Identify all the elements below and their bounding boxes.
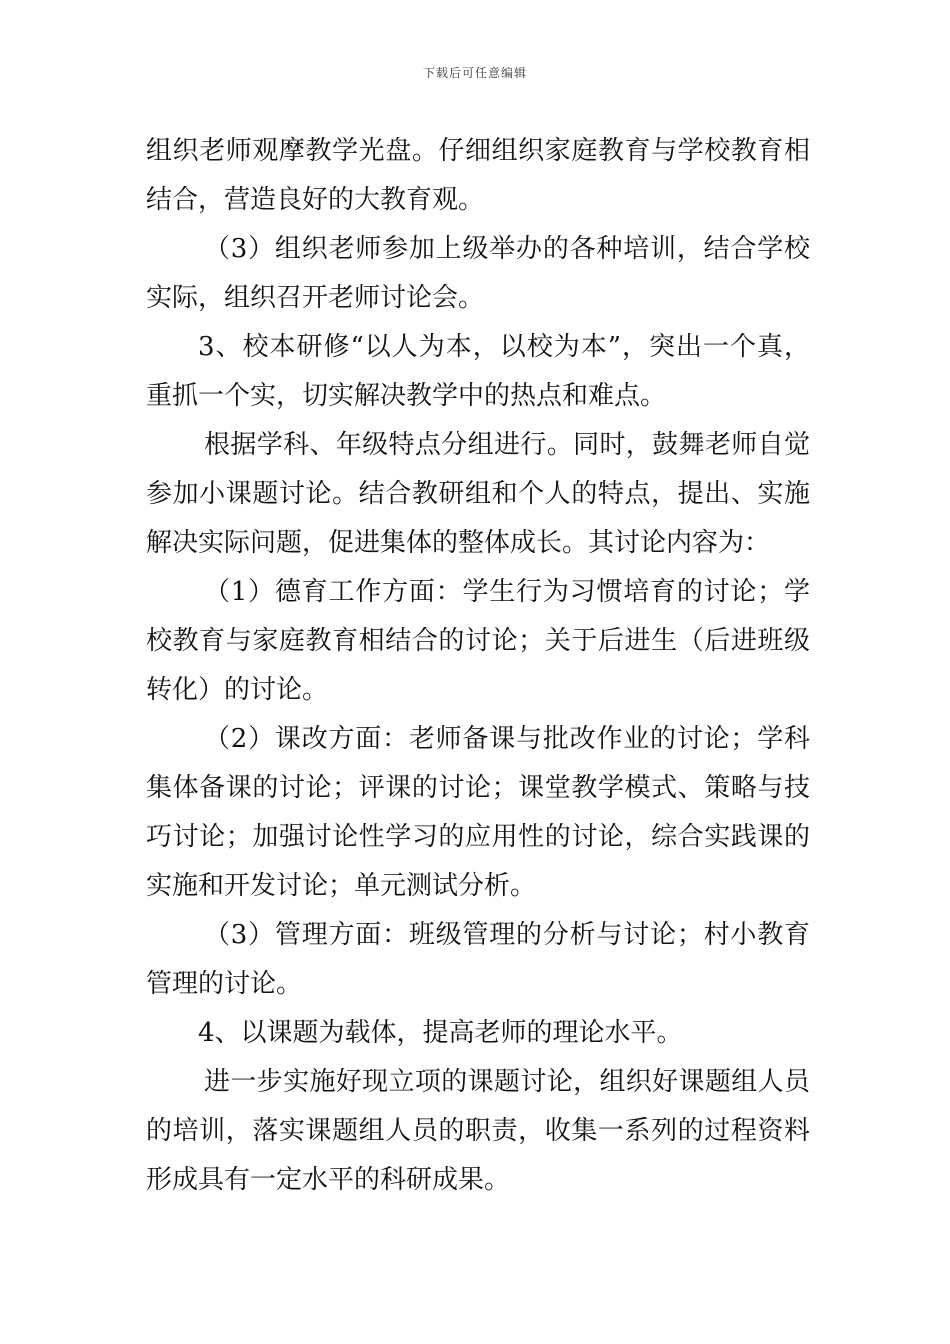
document-body: [146, 127, 810, 1205]
page-header: 下载后可任意编辑: [422, 66, 527, 80]
paragraph-intro-continuation: 组织老师观摩教学光盘。仔细组织家庭教育与学校教育相结合，营造良好的大教育观。: [146, 136, 810, 215]
paragraph-item-1-moral-education: （1）德育工作方面：学生行为习惯培育的讨论；学校教育与家庭教育相结合的讨论；关于后进生（后进班级转化）的讨论。: [146, 577, 810, 705]
paragraph-research-projects: 进一步实施好现立项的课题讨论，组织好课题组人员的培训，落实课题组人员的职责，收集一系列的过程资料形成具有一定水平的科研成果。: [146, 1067, 810, 1195]
paragraph-item-3-management: （3）管理方面：班级管理的分析与讨论；村小教育管理的讨论。: [146, 920, 810, 999]
paragraph-section-3-heading: 3、校本研修“以人为本，以校为本”，突出一个真，重抓一个实，切实解决教学中的热点和难点。: [146, 332, 810, 411]
paragraph-item-3-training: （3）组织老师参加上级举办的各种培训，结合学校实际，组织召开老师讨论会。: [146, 234, 810, 313]
paragraph-item-2-curriculum-reform: （2）课改方面：老师备课与批改作业的讨论；学科集体备课的讨论；评课的讨论；课堂教学模式、策略与技巧讨论；加强讨论性学习的应用性的讨论，综合实践课的实施和开发讨论；单元测试分析。: [146, 724, 810, 901]
paragraph-grouping: 根据学科、年级特点分组进行。同时，鼓舞老师自觉参加小课题讨论。结合教研组和个人的特点，提出、实施解决实际问题，促进集体的整体成长。其讨论内容为：: [146, 430, 810, 558]
paragraph-section-4-heading: 4、以课题为载体，提高老师的理论水平。: [198, 1018, 683, 1048]
